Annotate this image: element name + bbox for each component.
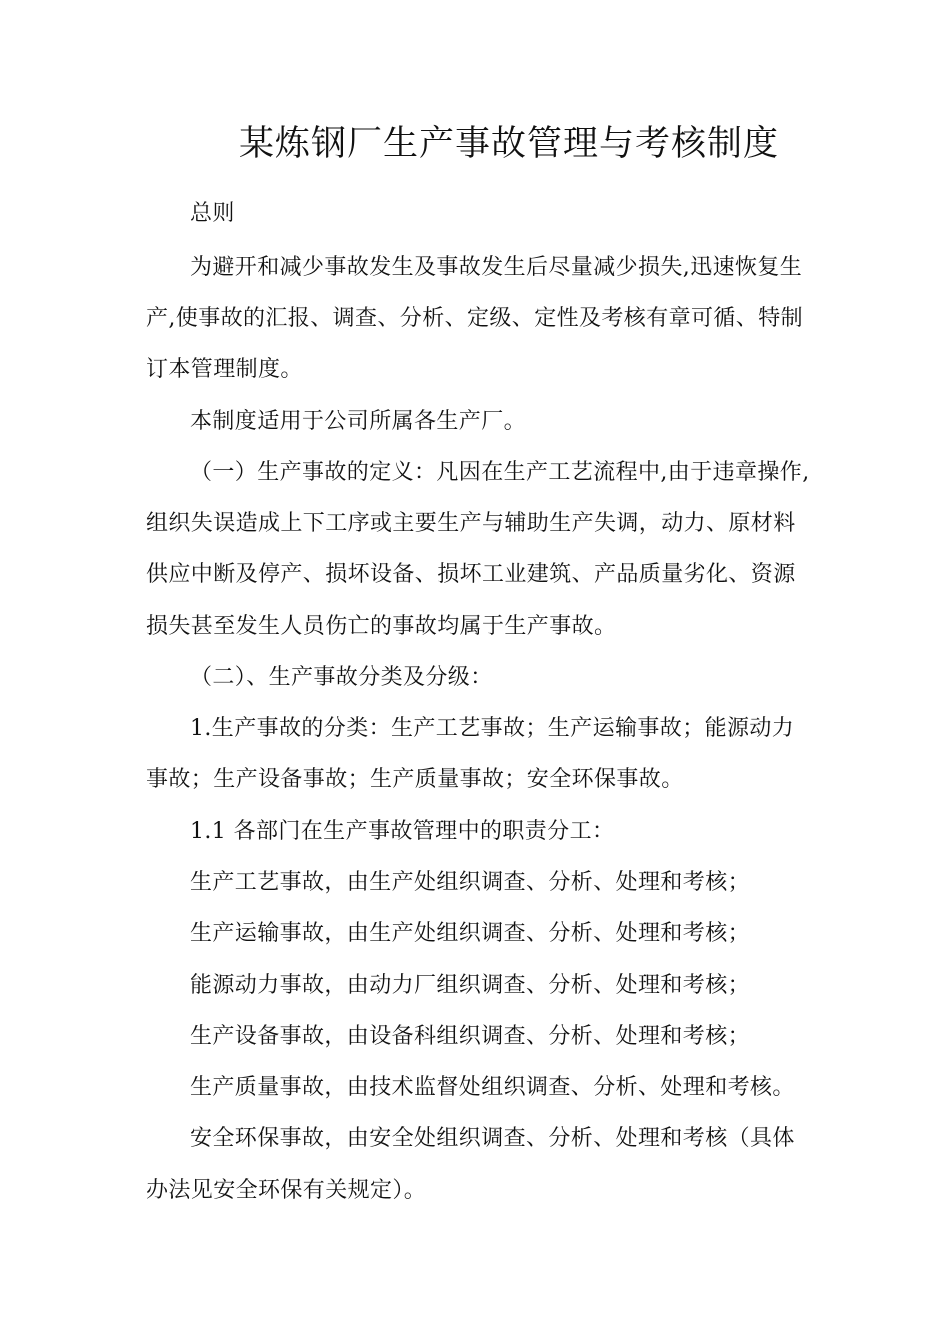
responsibility-item: 能源动力事故，由动力厂组织调查、分析、处理和考核； — [190, 973, 751, 998]
responsibility-item: 生产工艺事故，由生产处组织调查、分析、处理和考核； — [190, 870, 751, 895]
document-title: 某炼钢厂生产事故管理与考核制度 — [238, 124, 779, 164]
paragraph-line: 产,使事故的汇报、调查、分析、定级、定性及考核有章可循、特制 — [146, 306, 803, 331]
paragraph-line: 本制度适用于公司所属各生产厂。 — [190, 409, 527, 434]
paragraph-line: 事故；生产设备事故；生产质量事故；安全环保事故。 — [146, 767, 684, 792]
paragraph-line: 订本管理制度。 — [146, 357, 303, 382]
paragraph-line: （一）生产事故的定义：凡因在生产工艺流程中,由于违章操作, — [190, 460, 810, 485]
paragraph-line: 办法见安全环保有关规定）。 — [146, 1178, 427, 1203]
section-heading-classification: （二）、生产事故分类及分级： — [190, 665, 493, 690]
section-heading-general: 总则 — [190, 201, 235, 226]
responsibility-item: 生产运输事故，由生产处组织调查、分析、处理和考核； — [190, 921, 751, 946]
paragraph-line: 损失甚至发生人员伤亡的事故均属于生产事故。 — [146, 614, 617, 639]
responsibility-item: 生产质量事故，由技术监督处组织调查、分析、处理和考核。 — [190, 1075, 795, 1100]
paragraph-line: 为避开和减少事故发生及事故发生后尽量减少损失,迅速恢复生 — [190, 255, 803, 280]
responsibility-item: 生产设备事故，由设备科组织调查、分析、处理和考核； — [190, 1024, 751, 1049]
paragraph-line: 1.生产事故的分类：生产工艺事故；生产运输事故；能源动力 — [190, 716, 795, 741]
paragraph-line: 供应中断及停产、损坏设备、损坏工业建筑、产品质量劣化、资源 — [146, 562, 796, 587]
subsection-heading: 1.1 各部门在生产事故管理中的职责分工： — [190, 819, 615, 844]
responsibility-item: 安全环保事故，由安全处组织调查、分析、处理和考核（具体 — [190, 1126, 795, 1151]
paragraph-line: 组织失误造成上下工序或主要生产与辅助生产失调，动力、原材料 — [146, 511, 796, 536]
